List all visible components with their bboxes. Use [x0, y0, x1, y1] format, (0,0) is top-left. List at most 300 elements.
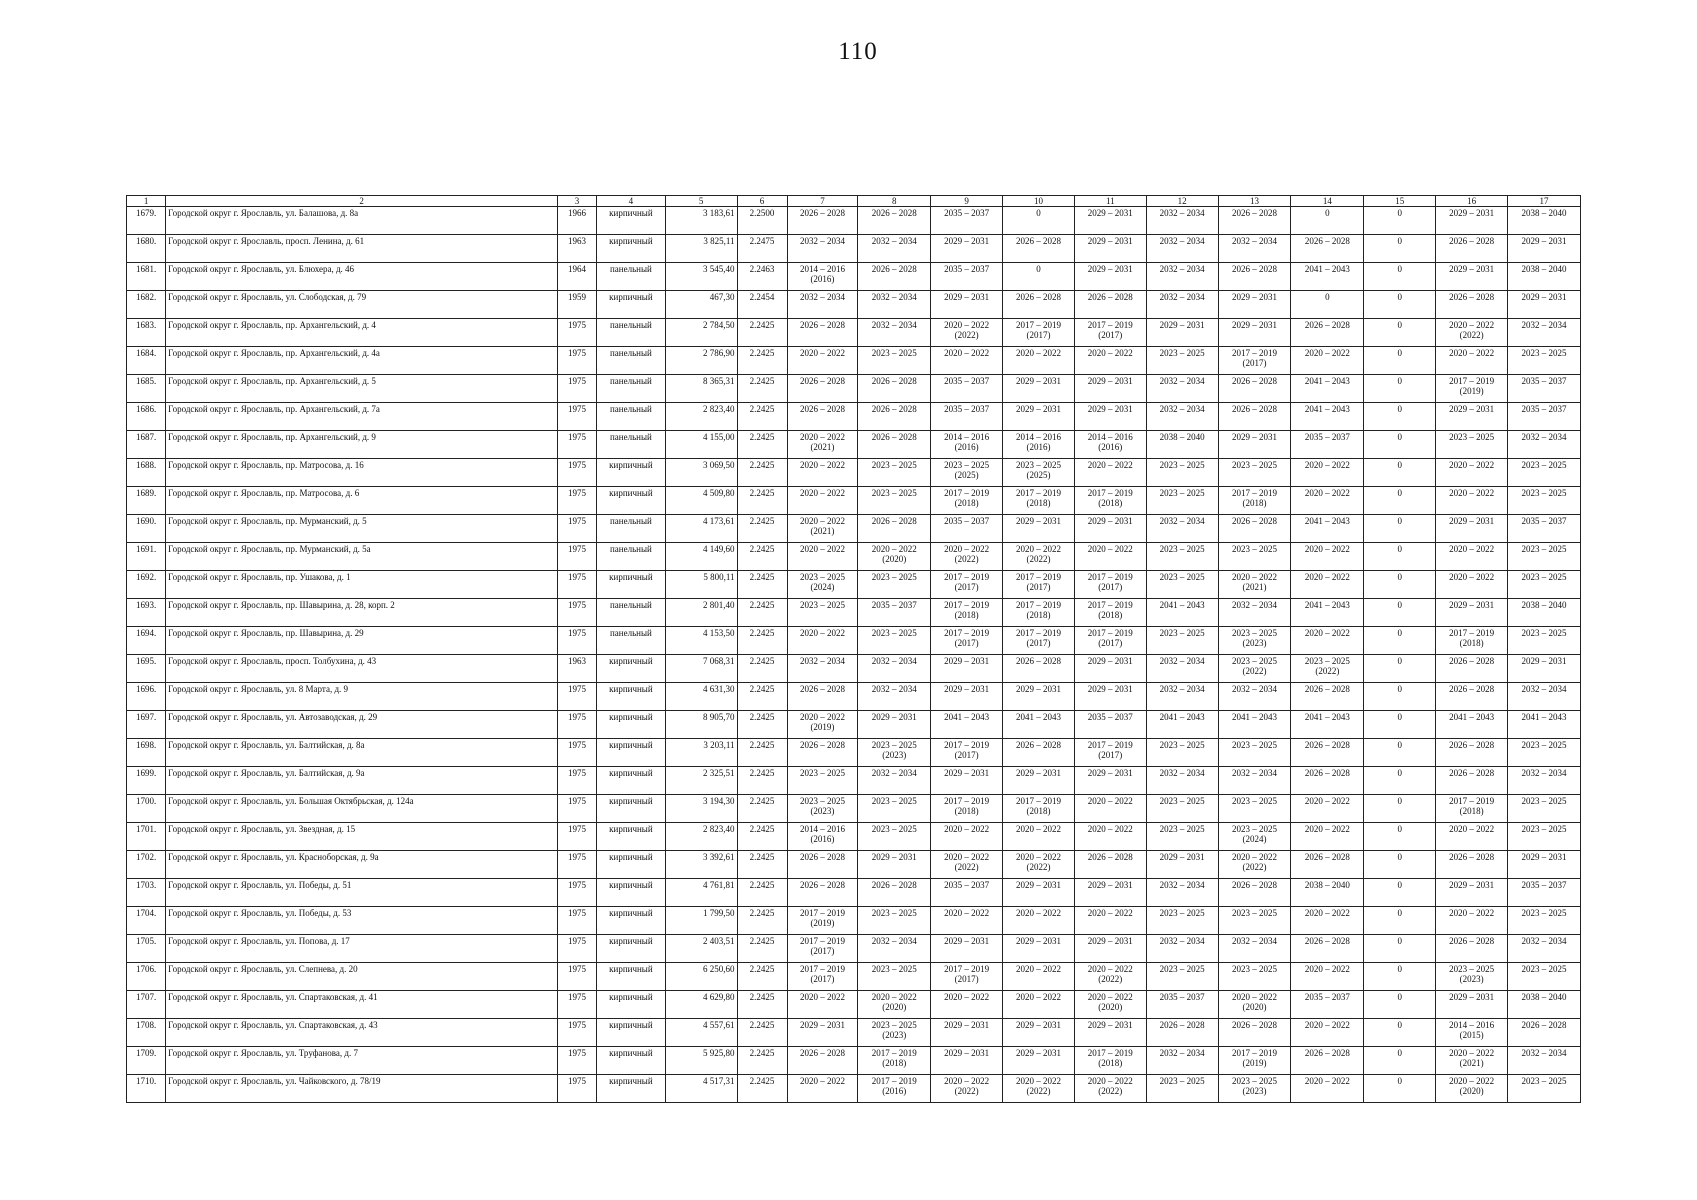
period-text: 2017 – 2019 — [944, 600, 990, 610]
table-cell: 2032 – 2034 — [1146, 1047, 1218, 1075]
address-cell: Городской округ г. Ярославль, ул. Победы, д. 51 — [166, 879, 558, 907]
address-cell: Городской округ г. Ярославль, ул. Труфанова, д. 7 — [166, 1047, 558, 1075]
table-cell: 2041 – 2043 — [1146, 599, 1218, 627]
actual-year-text: (2018) — [954, 498, 979, 508]
table-cell: 2020 – 2022 — [1436, 543, 1508, 571]
table-cell: 0 — [1364, 739, 1436, 767]
table-cell — [931, 487, 1003, 515]
table-row — [127, 935, 1581, 963]
table-cell: 0 — [1364, 235, 1436, 263]
period-text: 2020 – 2022 — [1015, 544, 1061, 554]
period-text: 2017 – 2019 — [1087, 600, 1133, 610]
table-cell: 2020 – 2022 — [1074, 543, 1146, 571]
table-cell: 2023 – 2025 — [1218, 543, 1291, 571]
table-cell: 2026 – 2028 — [1291, 1047, 1364, 1075]
table-cell: 5 800,11 — [665, 571, 737, 599]
table-cell: 2020 – 2022 — [1436, 571, 1508, 599]
table-cell: 2032 – 2034 — [858, 235, 931, 263]
table-row — [127, 459, 1581, 487]
table-cell: 0 — [1364, 291, 1436, 319]
actual-year-text: (2023) — [882, 1030, 907, 1040]
table-cell: 2026 – 2028 — [787, 207, 858, 235]
table-cell: 2026 – 2028 — [1436, 683, 1508, 711]
column-header: 3 — [557, 196, 596, 207]
table-cell: 2.2425 — [737, 767, 787, 795]
table-cell — [1074, 963, 1146, 991]
period-text: 2017 – 2019 — [799, 908, 845, 918]
period-text: 2017 – 2019 — [1087, 740, 1133, 750]
table-cell: 2020 – 2022 — [1074, 823, 1146, 851]
address-cell: Городской округ г. Ярославль, пр. Мурманский, д. 5а — [166, 543, 558, 571]
table-cell — [1218, 571, 1291, 599]
table-cell — [931, 459, 1003, 487]
table-row — [127, 403, 1581, 431]
row-number-cell: 1683. — [127, 319, 166, 347]
period-text: 2020 – 2022 — [1087, 1076, 1133, 1086]
table-cell: 2023 – 2025 — [858, 907, 931, 935]
table-cell: кирпичный — [597, 235, 666, 263]
table-cell: панельный — [597, 403, 666, 431]
table-cell: кирпичный — [597, 851, 666, 879]
actual-year-text: (2022) — [1098, 974, 1123, 984]
table-cell — [1436, 319, 1508, 347]
table-cell: 2032 – 2034 — [787, 235, 858, 263]
table-cell: панельный — [597, 263, 666, 291]
table-cell: 2032 – 2034 — [1146, 683, 1218, 711]
table-cell: 2026 – 2028 — [1074, 851, 1146, 879]
table-cell: 2041 – 2043 — [1291, 263, 1364, 291]
column-header: 14 — [1291, 196, 1364, 207]
table-cell: 2029 – 2031 — [1003, 375, 1075, 403]
actual-year-text: (2019) — [1242, 1058, 1267, 1068]
table-cell: 2023 – 2025 — [1218, 739, 1291, 767]
period-text: 2017 – 2019 — [1087, 628, 1133, 638]
table-cell: 0 — [1364, 403, 1436, 431]
table-cell — [931, 627, 1003, 655]
table-cell: 2023 – 2025 — [1508, 1075, 1581, 1103]
table-cell: кирпичный — [597, 795, 666, 823]
table-cell: 2023 – 2025 — [1146, 795, 1218, 823]
table-cell: 2020 – 2022 — [1291, 823, 1364, 851]
table-cell: 0 — [1364, 1075, 1436, 1103]
actual-year-text: (2017) — [1098, 638, 1123, 648]
table-cell: 2035 – 2037 — [1508, 403, 1581, 431]
table-cell — [1074, 431, 1146, 459]
table-cell: 2023 – 2025 — [1146, 963, 1218, 991]
table-cell: 1975 — [557, 991, 596, 1019]
table-cell: 3 392,61 — [665, 851, 737, 879]
actual-year-text: (2017) — [1098, 750, 1123, 760]
period-text: 2017 – 2019 — [1449, 628, 1495, 638]
table-row — [127, 963, 1581, 991]
actual-year-text: (2024) — [1242, 834, 1267, 844]
row-number-cell: 1705. — [127, 935, 166, 963]
table-cell: 0 — [1364, 795, 1436, 823]
table-cell: 1975 — [557, 571, 596, 599]
table-cell: 1 799,50 — [665, 907, 737, 935]
row-number-cell: 1702. — [127, 851, 166, 879]
table-cell: 2023 – 2025 — [1508, 487, 1581, 515]
table-cell: 2041 – 2043 — [1146, 711, 1218, 739]
table-cell: 8 365,31 — [665, 375, 737, 403]
table-cell: 2.2425 — [737, 907, 787, 935]
table-cell: 2023 – 2025 — [1218, 963, 1291, 991]
period-text: 2023 – 2025 — [944, 460, 990, 470]
table-cell: 2029 – 2031 — [1003, 879, 1075, 907]
table-cell: 2032 – 2034 — [1146, 879, 1218, 907]
table-cell: 2026 – 2028 — [858, 431, 931, 459]
actual-year-text: (2020) — [882, 1002, 907, 1012]
table-cell: 1975 — [557, 739, 596, 767]
table-cell: 1959 — [557, 291, 596, 319]
table-cell: кирпичный — [597, 767, 666, 795]
table-row — [127, 1075, 1581, 1103]
period-text: 2020 – 2022 — [799, 712, 845, 722]
table-cell: 2026 – 2028 — [858, 263, 931, 291]
table-cell: 2029 – 2031 — [931, 935, 1003, 963]
table-cell: 2029 – 2031 — [1436, 599, 1508, 627]
table-cell: 2.2425 — [737, 991, 787, 1019]
address-cell: Городской округ г. Ярославль, пр. Шавырина, д. 29 — [166, 627, 558, 655]
period-text: 2017 – 2019 — [1015, 572, 1061, 582]
table-cell — [1074, 599, 1146, 627]
table-cell: кирпичный — [597, 655, 666, 683]
period-text: 2017 – 2019 — [944, 488, 990, 498]
table-cell: 2035 – 2037 — [1508, 515, 1581, 543]
table-cell: 2029 – 2031 — [931, 291, 1003, 319]
table-cell: 2.2425 — [737, 571, 787, 599]
table-cell — [1074, 1047, 1146, 1075]
table-cell: 7 068,31 — [665, 655, 737, 683]
period-text: 2020 – 2022 — [944, 1076, 990, 1086]
table-cell — [1436, 795, 1508, 823]
address-cell: Городской округ г. Ярославль, пр. Архангельский, д. 4а — [166, 347, 558, 375]
table-cell: 0 — [1364, 543, 1436, 571]
actual-year-text: (2017) — [954, 974, 979, 984]
table-cell: 2023 – 2025 — [1508, 347, 1581, 375]
table-cell — [1218, 1047, 1291, 1075]
table-cell: 1975 — [557, 347, 596, 375]
table-cell: 2029 – 2031 — [1003, 515, 1075, 543]
period-text: 2017 – 2019 — [1015, 796, 1061, 806]
row-number-cell: 1681. — [127, 263, 166, 291]
table-cell: 2032 – 2034 — [1508, 1047, 1581, 1075]
table-cell: 2026 – 2028 — [1218, 263, 1291, 291]
actual-year-text: (2016) — [954, 442, 979, 452]
table-cell: 2032 – 2034 — [858, 655, 931, 683]
table-cell: 0 — [1364, 683, 1436, 711]
table-cell: 2035 – 2037 — [931, 207, 1003, 235]
period-text: 2020 – 2022 — [1087, 964, 1133, 974]
table-cell: кирпичный — [597, 739, 666, 767]
table-cell — [858, 543, 931, 571]
table-cell: 2032 – 2034 — [1146, 515, 1218, 543]
actual-year-text: (2021) — [810, 442, 835, 452]
table-cell — [1003, 431, 1075, 459]
table-cell: 2026 – 2028 — [858, 403, 931, 431]
table-cell: 2023 – 2025 — [1146, 627, 1218, 655]
table-cell: 2020 – 2022 — [1291, 571, 1364, 599]
table-cell: 2032 – 2034 — [1508, 767, 1581, 795]
table-cell: 2.2500 — [737, 207, 787, 235]
table-cell: 1964 — [557, 263, 596, 291]
table-cell: панельный — [597, 599, 666, 627]
table-row — [127, 543, 1581, 571]
address-cell: Городской округ г. Ярославль, ул. Победы, д. 53 — [166, 907, 558, 935]
row-number-cell: 1689. — [127, 487, 166, 515]
table-cell — [1003, 571, 1075, 599]
table-cell: 1963 — [557, 235, 596, 263]
table-cell: 2035 – 2037 — [1291, 431, 1364, 459]
actual-year-text: (2016) — [1098, 442, 1123, 452]
table-cell: 2020 – 2022 — [1291, 347, 1364, 375]
row-number-cell: 1699. — [127, 767, 166, 795]
table-cell: 2026 – 2028 — [1003, 739, 1075, 767]
table-cell: 2023 – 2025 — [1146, 487, 1218, 515]
actual-year-text: (2022) — [1459, 330, 1484, 340]
table-cell: 1975 — [557, 319, 596, 347]
actual-year-text: (2015) — [1459, 1030, 1484, 1040]
address-cell: Городской округ г. Ярославль, пр. Шавырина, д. 28, корп. 2 — [166, 599, 558, 627]
table-cell: 2029 – 2031 — [1218, 431, 1291, 459]
actual-year-text: (2017) — [1098, 582, 1123, 592]
actual-year-text: (2025) — [1026, 470, 1051, 480]
table-cell: 2035 – 2037 — [931, 879, 1003, 907]
table-cell: 1975 — [557, 935, 596, 963]
table-cell: 2.2425 — [737, 739, 787, 767]
table-cell: 2023 – 2025 — [1508, 963, 1581, 991]
table-row — [127, 291, 1581, 319]
table-cell: 2035 – 2037 — [931, 403, 1003, 431]
table-cell: 2026 – 2028 — [1436, 291, 1508, 319]
actual-year-text: (2018) — [882, 1058, 907, 1068]
table-cell: 2023 – 2025 — [1508, 907, 1581, 935]
period-text: 2014 – 2016 — [1015, 432, 1061, 442]
table-row — [127, 487, 1581, 515]
table-cell: 2 823,40 — [665, 403, 737, 431]
table-cell: 0 — [1003, 207, 1075, 235]
period-text: 2020 – 2022 — [871, 992, 917, 1002]
period-text: 2017 – 2019 — [1015, 628, 1061, 638]
table-cell — [1436, 1075, 1508, 1103]
period-text: 2014 – 2016 — [799, 264, 845, 274]
table-cell: 2029 – 2031 — [787, 1019, 858, 1047]
registry-table-container — [126, 195, 1581, 1103]
actual-year-text: (2018) — [1098, 498, 1123, 508]
table-cell: 2032 – 2034 — [1508, 319, 1581, 347]
table-cell: 2020 – 2022 — [787, 991, 858, 1019]
period-text: 2017 – 2019 — [1087, 488, 1133, 498]
table-cell: 2038 – 2040 — [1291, 879, 1364, 907]
table-cell: 1975 — [557, 1047, 596, 1075]
actual-year-text: (2021) — [810, 526, 835, 536]
table-cell — [1436, 963, 1508, 991]
table-cell: 1975 — [557, 627, 596, 655]
table-cell — [1436, 375, 1508, 403]
table-cell: 2041 – 2043 — [1291, 515, 1364, 543]
period-text: 2020 – 2022 — [1015, 1076, 1061, 1086]
table-cell: 2032 – 2034 — [858, 291, 931, 319]
row-number-cell: 1690. — [127, 515, 166, 543]
row-number-cell: 1696. — [127, 683, 166, 711]
table-cell — [858, 739, 931, 767]
table-cell: 2026 – 2028 — [787, 1047, 858, 1075]
column-header: 1 — [127, 196, 166, 207]
table-cell: 2023 – 2025 — [858, 571, 931, 599]
table-cell: 2020 – 2022 — [1074, 795, 1146, 823]
table-cell: 2029 – 2031 — [1436, 403, 1508, 431]
table-cell — [1291, 655, 1364, 683]
address-cell: Городской округ г. Ярославль, ул. Звездная, д. 15 — [166, 823, 558, 851]
table-cell — [1003, 599, 1075, 627]
table-cell: 2032 – 2034 — [1508, 431, 1581, 459]
table-cell: 2023 – 2025 — [1218, 907, 1291, 935]
table-cell: 2029 – 2031 — [1074, 207, 1146, 235]
table-cell: 1975 — [557, 515, 596, 543]
table-cell — [787, 935, 858, 963]
table-cell: 4 761,81 — [665, 879, 737, 907]
table-cell: 2026 – 2028 — [858, 879, 931, 907]
actual-year-text: (2018) — [1026, 610, 1051, 620]
actual-year-text: (2017) — [810, 946, 835, 956]
period-text: 2017 – 2019 — [1015, 600, 1061, 610]
address-cell: Городской округ г. Ярославль, ул. Красноборская, д. 9а — [166, 851, 558, 879]
table-cell — [931, 543, 1003, 571]
row-number-cell: 1695. — [127, 655, 166, 683]
table-row — [127, 1047, 1581, 1075]
period-text: 2020 – 2022 — [799, 516, 845, 526]
period-text: 2020 – 2022 — [944, 544, 990, 554]
table-cell: 2035 – 2037 — [931, 375, 1003, 403]
table-cell: 2029 – 2031 — [931, 683, 1003, 711]
table-cell: 2020 – 2022 — [1003, 347, 1075, 375]
table-cell: 2032 – 2034 — [1508, 683, 1581, 711]
table-cell: 2035 – 2037 — [1291, 991, 1364, 1019]
table-cell — [931, 739, 1003, 767]
table-body — [127, 207, 1581, 1103]
table-cell: 2.2475 — [737, 235, 787, 263]
table-cell: 2023 – 2025 — [1508, 823, 1581, 851]
table-cell: 2032 – 2034 — [1146, 235, 1218, 263]
table-cell — [858, 991, 931, 1019]
table-cell: 2041 – 2043 — [1291, 403, 1364, 431]
actual-year-text: (2018) — [1459, 806, 1484, 816]
address-cell: Городской округ г. Ярославль, ул. Автозаводская, д. 29 — [166, 711, 558, 739]
table-cell: 2.2425 — [737, 683, 787, 711]
table-cell: 2023 – 2025 — [1146, 459, 1218, 487]
table-cell: 2026 – 2028 — [1436, 235, 1508, 263]
table-cell: 0 — [1364, 207, 1436, 235]
table-cell: 2.2425 — [737, 1075, 787, 1103]
address-cell: Городской округ г. Ярославль, ул. Слободская, д. 79 — [166, 291, 558, 319]
actual-year-text: (2022) — [1242, 862, 1267, 872]
table-row — [127, 1019, 1581, 1047]
table-cell: 2.2425 — [737, 963, 787, 991]
table-cell: кирпичный — [597, 207, 666, 235]
table-cell: 2032 – 2034 — [1218, 767, 1291, 795]
table-cell: 2029 – 2031 — [1218, 291, 1291, 319]
table-cell: 3 183,61 — [665, 207, 737, 235]
table-cell: 2029 – 2031 — [1074, 263, 1146, 291]
table-cell: 1975 — [557, 823, 596, 851]
table-cell: 2032 – 2034 — [787, 291, 858, 319]
actual-year-text: (2023) — [810, 806, 835, 816]
table-cell — [1218, 655, 1291, 683]
table-cell: 0 — [1003, 263, 1075, 291]
actual-year-text: (2018) — [1026, 806, 1051, 816]
table-cell: 2.2425 — [737, 459, 787, 487]
table-cell: 2020 – 2022 — [1003, 963, 1075, 991]
table-cell: 2023 – 2025 — [1508, 627, 1581, 655]
table-cell: 2032 – 2034 — [858, 319, 931, 347]
table-cell: 2020 – 2022 — [1436, 907, 1508, 935]
column-header: 2 — [166, 196, 558, 207]
table-cell — [787, 571, 858, 599]
table-cell: панельный — [597, 431, 666, 459]
actual-year-text: (2017) — [810, 974, 835, 984]
table-cell: 0 — [1364, 431, 1436, 459]
table-cell — [787, 963, 858, 991]
table-cell: 2026 – 2028 — [1003, 235, 1075, 263]
table-row — [127, 627, 1581, 655]
table-cell — [931, 319, 1003, 347]
actual-year-text: (2021) — [1459, 1058, 1484, 1068]
table-cell: 2.2425 — [737, 487, 787, 515]
table-cell: 3 545,40 — [665, 263, 737, 291]
actual-year-text: (2022) — [1026, 862, 1051, 872]
table-cell: 2029 – 2031 — [1436, 991, 1508, 1019]
table-cell: 2.2425 — [737, 375, 787, 403]
table-cell — [931, 1075, 1003, 1103]
table-row — [127, 683, 1581, 711]
table-cell: 2 784,50 — [665, 319, 737, 347]
table-cell — [1218, 627, 1291, 655]
table-cell: 0 — [1364, 319, 1436, 347]
table-cell: 2023 – 2025 — [858, 347, 931, 375]
table-cell: 2020 – 2022 — [787, 627, 858, 655]
column-header: 13 — [1218, 196, 1291, 207]
table-row — [127, 851, 1581, 879]
table-cell: 2020 – 2022 — [787, 1075, 858, 1103]
row-number-cell: 1706. — [127, 963, 166, 991]
table-cell: 2020 – 2022 — [1003, 907, 1075, 935]
table-cell: 2026 – 2028 — [1291, 851, 1364, 879]
table-cell — [787, 711, 858, 739]
period-text: 2014 – 2016 — [1087, 432, 1133, 442]
table-cell — [787, 431, 858, 459]
table-cell: 2020 – 2022 — [1436, 459, 1508, 487]
table-cell: 2029 – 2031 — [1074, 235, 1146, 263]
table-cell — [787, 907, 858, 935]
row-number-cell: 1700. — [127, 795, 166, 823]
table-cell: 2.2425 — [737, 795, 787, 823]
period-text: 2020 – 2022 — [1015, 852, 1061, 862]
table-cell: 1975 — [557, 543, 596, 571]
table-cell: 2038 – 2040 — [1508, 263, 1581, 291]
table-cell: 1975 — [557, 1075, 596, 1103]
table-cell: 1975 — [557, 767, 596, 795]
table-cell: 2020 – 2022 — [1436, 823, 1508, 851]
table-cell: 4 629,80 — [665, 991, 737, 1019]
table-cell: 2023 – 2025 — [1146, 823, 1218, 851]
table-header — [127, 196, 1581, 207]
table-cell: 4 155,00 — [665, 431, 737, 459]
table-cell: 4 153,50 — [665, 627, 737, 655]
table-cell: 1975 — [557, 795, 596, 823]
table-cell: 2.2425 — [737, 627, 787, 655]
period-text: 2023 – 2025 — [1231, 656, 1277, 666]
table-cell: 2026 – 2028 — [1218, 403, 1291, 431]
